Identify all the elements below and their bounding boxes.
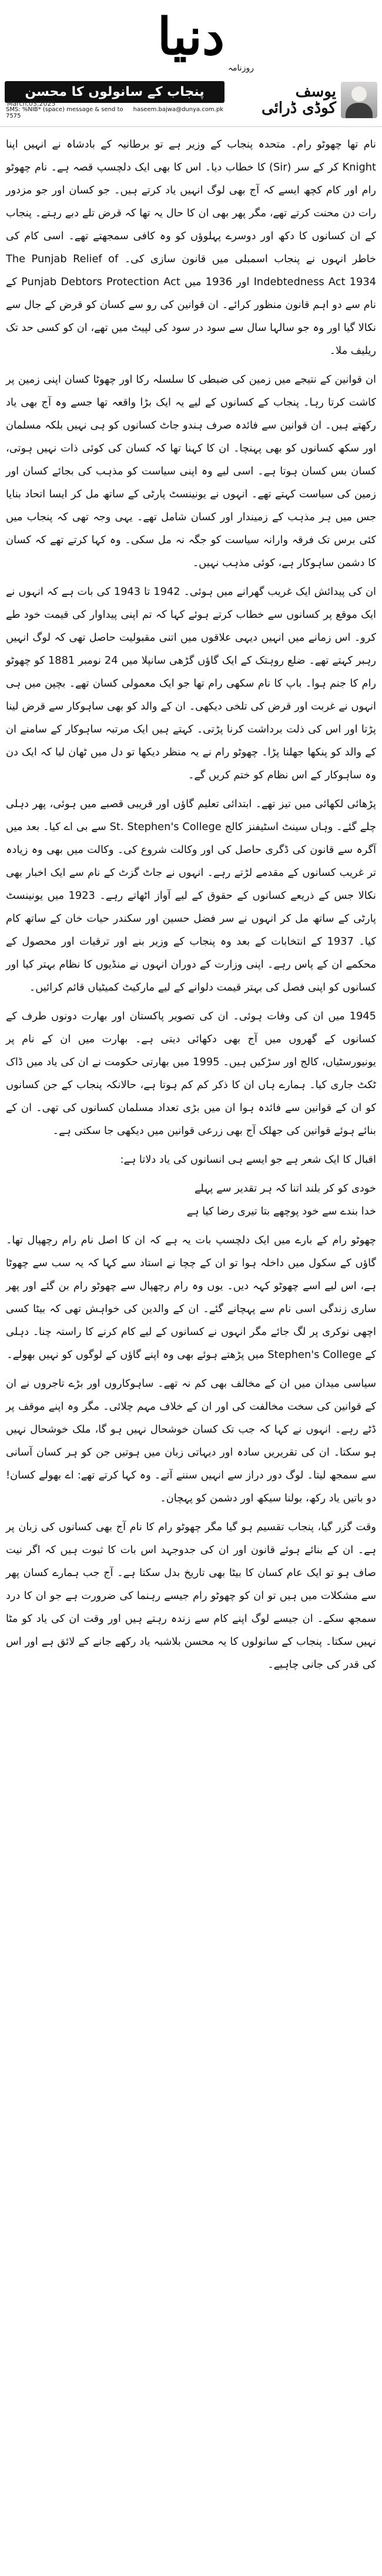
- paragraph-6: اقبال کا ایک شعر ہے جو ایسے ہی انسانوں کی یاد دلاتا ہے:: [120, 1153, 376, 1166]
- author-block: [224, 79, 377, 121]
- paragraph-9: وقت گزر گیا، پنجاب تقسیم ہو گیا مگر چھوٹو رام کا نام آج بھی کسانوں کی زبان پر ہے۔ ان کے بنائے ہوئے قانون اور ان کی جدوجہد اس بات کا ثبوت ہیں کہ اگر نیت صاف ہو تو ایک عام کسان کا بیٹا بھی تاریخ بدل سکتا ہے۔ آج جب ہمارے کسان پھر سے مشکلات میں ہیں تو ان کو چھوٹو رام جیسے رہنما کی ضرورت ہے جو ان کا درد سمجھ سکے۔ ان جیسے لوگ اپنے کام سے زندہ رہتے ہیں اور وقت ان کی یاد کو مٹا نہیں سکتا۔ پنجاب کے سانولوں کا یہ محسن بلاشبہ یاد رکھے جانے کے لائق ہے اور اس کی قدر کی جانی چاہیے۔: [6, 1521, 376, 1671]
- author-email[interactable]: haseem.bajwa@dunya.com.pk: [133, 106, 223, 113]
- meta-row: [5, 106, 224, 119]
- author-name-line2: کوڈی ڈرائی: [261, 99, 336, 117]
- article-body: [0, 127, 382, 1676]
- logo-text: دنیا: [157, 7, 225, 66]
- masthead: [0, 0, 382, 127]
- newspaper-logo: [118, 5, 264, 75]
- author-avatar: [341, 82, 377, 118]
- verse: خودی کو کر بلند اتنا کہ ہر تقدیر سے پہلے خدا بندے سے خود پوچھے بتا تیری رضا کیا ہے: [186, 1182, 376, 1217]
- paragraph-2: ان قوانین کے نتیجے میں زمین کی ضبطی کا سلسلہ رکا اور چھوٹا کسان اپنی زمین پر کاشت کرتا رہا۔ پنجاب کے کسانوں کے لیے یہ ایک بڑا واقعہ تھا جسے وہ آج بھی یاد رکھتے ہیں۔ ان قوانین سے فائدہ صرف ہندو جاٹ کسانوں کو ہی نہیں بلکہ مسلمان اور سکھ کسانوں کو بھی پہنچا۔ ان کا کہنا تھا کہ کسان کی کوئی ذات نہیں ہوتی، کسان بس کسان ہوتا ہے۔ اسی لیے وہ اپنی سیاست کو مذہب کی بجائے کسان اور زمین کی سیاست کہتے تھے۔ انہوں نے یونینسٹ پارٹی کے ساتھ مل کر ایسا اتحاد بنایا جس میں ہر مذہب کے زمیندار اور کسان شامل تھے۔ یہی وجہ تھی کہ پنجاب میں کئی برس تک فرقہ وارانہ سیاست کو جگہ نہ مل سکی۔ وہ کہا کرتے تھے کہ کسان کا دشمن ساہوکار ہے، کوئی مذہب نہیں۔: [6, 373, 376, 569]
- paragraph-5: 1945 میں ان کی وفات ہوئی۔ ان کی تصویر پاکستان اور بھارت دونوں طرف کے کسانوں کے گھروں میں آج بھی دکھائی دیتی ہے۔ بھارت میں ان کے نام پر یونیورسٹیاں، کالج اور سڑکیں ہیں۔ 1995 میں بھارتی حکومت نے ان کی یاد میں ڈاک ٹکٹ جاری کیا۔ ہمارے ہاں ان کا ذکر کم کم ہوتا ہے، حالانکہ پنجاب کے جن کسانوں کو ان کے قوانین سے فائدہ ہوا ان میں بڑی تعداد مسلمان کسانوں کی تھی۔ ان کے بنائے ہوئے قوانین کی جھلک آج بھی زرعی قوانین میں دیکھی جا سکتی ہے۔: [6, 1010, 376, 1137]
- author-name: [248, 83, 336, 116]
- paragraph-1: نام تھا چھوٹو رام۔ متحدہ پنجاب کے وزیر ہے تو برطانیہ کے بادشاہ نے انہیں اپنا Knight کر کے سر (Sir) کا خطاب دیا۔ اس کا بھی ایک دلچسپ قصہ ہے۔ نام چھوٹو رام اور کام کچھ ایسے کہ آج بھی لوگ انہیں یاد کرتے ہیں۔ جو کسان اور جو مزدور رات دن محنت کرتے تھے، مگر پھر بھی ان کا حال یہ تھا کہ قرض تلے دبے رہتے۔ پنجاب کے ان کسانوں کا دکھ اور دوسرے پہلوؤں کو وہ کافی سمجھتے تھے۔ اسی کام کی خاطر انہوں نے پنجاب اسمبلی میں قانون سازی کی۔ The Punjab Relief of Indebtedness Act 1934 اور 1936 میں Punjab Debtors Protection Act کے نام سے دو اہم قانون منظور کرائے۔ ان قوانین کی رو سے کسان کو قرض کے جال سے نکالا گیا اور وہ جو سالہا سال سے سود در سود کی لپیٹ میں تھے، ان کو کسی حد تک ریلیف ملا۔: [6, 138, 376, 357]
- paragraph-3: ان کی پیدائش ایک غریب گھرانے میں ہوئی۔ 1942 تا 1943 کی بات ہے کہ انہوں نے ایک موقع پر کسانوں سے خطاب کرتے ہوئے کہا کہ تم اپنی پیداوار کی قیمت خود طے کرو۔ اس زمانے میں انہیں دیہی علاقوں میں اتنی مقبولیت حاصل تھی کہ لوگ انہیں رہبر کہتے تھے۔ ضلع روہتک کے ایک گاؤں گڑھی سانپلا میں 24 نومبر 1881 کو چھوٹو رام کا جنم ہوا۔ باپ کا نام سکھی رام تھا جو ایک معمولی کسان تھے۔ بچپن میں ہی انہوں نے غربت اور قرض کی تلخی دیکھی۔ ان کے والد کو بھی ساہوکار سے قرض لینا پڑتا اور اس کی ذلت برداشت کرنا پڑتی۔ کہتے ہیں ایک مرتبہ ساہوکار کے سامنے ان کے والد کو پنکھا جھلنا پڑا۔ چھوٹو رام نے یہ منظر دیکھا تو دل میں ٹھان لیا کہ ایک دن وہ ساہوکار کے اس نظام کو ختم کریں گے۔: [6, 586, 377, 781]
- paragraph-8: سیاسی میدان میں ان کے مخالف بھی کم نہ تھے۔ ساہوکاروں اور بڑے تاجروں نے ان کے قوانین کی سخت مخالفت کی اور ان کے خلاف مہم چلائی۔ مگر وہ اپنے موقف پر ڈٹے رہے۔ انہوں نے کہا کہ جب تک کسان خوشحال نہیں ہو گا، ملک خوشحال نہیں ہو سکتا۔ ان کی تقریریں سادہ اور دیہاتی زبان میں ہوتیں جن کو ہر کسان آسانی سے سمجھ لیتا۔ لوگ دور دراز سے انہیں سننے آتے۔ وہ کہا کرتے تھے: اے بھولے کسان! دو باتیں یاد رکھ، بولنا سیکھ اور دشمن کو پہچان۔: [6, 1377, 376, 1504]
- paragraph-7: چھوٹو رام کے بارے میں ایک دلچسپ بات یہ ہے کہ ان کا اصل نام رام رچھپال تھا۔ گاؤں کے سکول میں داخلہ ہوا تو ان کے چچا نے استاد سے کہا کہ یہ سب سے چھوٹا ہے، اس لیے اسے چھوٹو کہہ دیں۔ یوں وہ رام رچھپال سے چھوٹو رام بن گئے اور پھر ساری زندگی اسی نام سے پہچانے گئے۔ ان کے والدین کی خواہش تھی کہ بیٹا کسی اچھی نوکری پر لگ جائے مگر انہوں نے کسانوں کے لیے کام کرنے کا راستہ چنا۔ دہلی کے Stephen's College میں پڑھتے ہوئے بھی وہ اپنے گاؤں کے لوگوں کو نہیں بھولے۔: [6, 1234, 376, 1361]
- publish-date: March,03,2025: [7, 100, 56, 108]
- paragraph-4: پڑھائی لکھائی میں تیز تھے۔ ابتدائی تعلیم گاؤں اور قریبی قصبے میں ہوئی، پھر دہلی چلے گئے۔ وہاں سینٹ اسٹیفنز کالج St. Stephen's College سے بی اے کیا۔ بعد میں آگرہ سے قانون کی ڈگری حاصل کی اور وکالت شروع کی۔ وکالت میں بھی وہ زیادہ تر غریب کسانوں کے مقدمے لڑتے رہے۔ انہوں نے جاٹ گزٹ کے نام سے ایک اخبار بھی نکالا جس کے ذریعے کسانوں کے حقوق کے لیے آواز اٹھاتے رہے۔ 1923 میں یونینسٹ پارٹی کے ساتھ مل کر انہوں نے سر فضل حسین اور سکندر حیات خان کے ساتھ کام کیا۔ 1937 کے انتخابات کے بعد وہ پنجاب کے وزیر بنے اور ترقیات اور محصول کے محکمے ان کے پاس رہے۔ اپنی وزارت کے دوران انہوں نے منڈیوں کا نظام بہتر کیا اور کسانوں کو اپنی فصل کی بہتر قیمت دلوانے کے لیے مارکیٹ کمیٹیاں قائم کرائیں۔: [6, 798, 376, 993]
- column-title: پنجاب کے سانولوں کا محسن: [5, 81, 224, 103]
- sms-note: SMS: %NIB* (space) message & send to 7575: [6, 106, 123, 119]
- author-name-line1: یوسف: [295, 83, 336, 101]
- column-banner: [5, 79, 377, 121]
- logo-subtitle: روزنامہ: [227, 63, 254, 73]
